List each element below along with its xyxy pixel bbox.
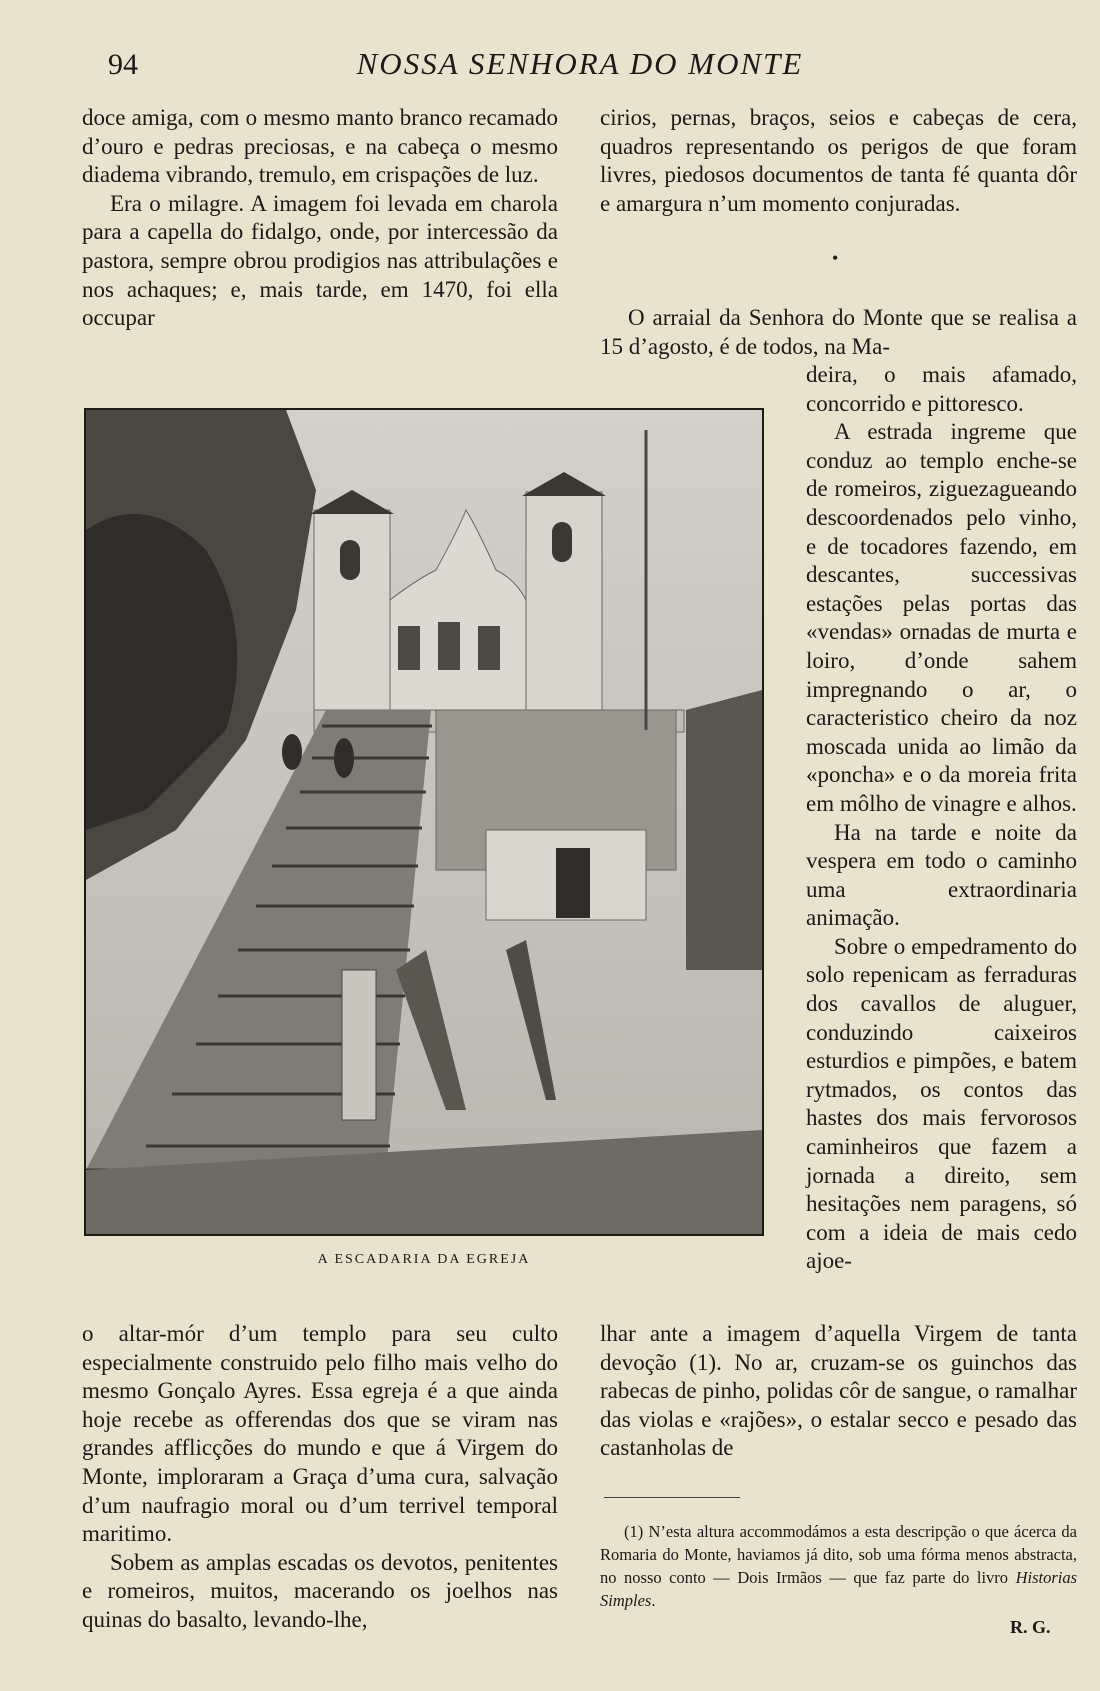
book-title: Historias Simples xyxy=(600,1568,1078,1610)
right-column-narrow xyxy=(806,361,1077,1276)
engraving-illustration xyxy=(86,410,762,1234)
paragraph: o altar-mór d’um templo para seu culto especialmente construido pelo filho mais velho do mesmo Gonçalo Ayres. Essa egreja é a que ainda hoje recebe as offerendas dos que se viram nas grandes afflicções do mundo e que á Virgem do Monte, imploraram a Graça d’uma cura, salvação d’um naufragio moral ou d’um terrivel temporal maritimo. xyxy=(82,1321,558,1547)
running-title: NOSSA SENHORA DO MONTE xyxy=(356,46,804,81)
paragraph: O arraial da Senhora do Monte que se realisa a 15 d’agosto, é de todos, na Ma- xyxy=(600,305,1077,359)
footnote-rule xyxy=(604,1497,740,1498)
footnote-marker: (1) xyxy=(624,1522,644,1541)
paragraph: lhar ante a imagem d’aquella Virgem de tanta devoção (1). No ar, cruzam-se os guinchos das rabecas de pinho, polidas côr de sangue, o ramalhar das violas e «rajões», o estalar secco e pesado das castanholas de xyxy=(600,1321,1077,1461)
right-paragraph-opening xyxy=(600,304,1077,361)
page-number: 94 xyxy=(108,48,138,81)
footnote-end: . xyxy=(651,1591,656,1610)
footnote-signature: R. G. xyxy=(1010,1617,1051,1637)
paragraph: Sobre o empedramento do solo repenicam as ferraduras dos cavallos de aluguer, conduzindo caixeiros esturdios e pimpões, e batem rytmados, os contos das hastes dos mais fervorosos caminheiros que fazem a jornada a direito, sem hesitações nem paragens, só com a ideia de mais cedo ajoe- xyxy=(806,933,1077,1274)
left-column-bottom xyxy=(82,1320,558,1635)
paragraph: A estrada ingreme que conduz ao templo enche-se de romeiros, ziguezagueando descoordenados pelo vinho, e de tocadores fazendo, em descantes, successivas estações pelas portas das «vendas» ornadas de murta e loiro, d’onde sahem impregnando o ar, o caracteristico cheiro da noz moscada unida ao limão da «poncha» e o da moreia frita em môlho de vinagre e alhos. xyxy=(806,419,1077,816)
paragraph: Sobem as amplas escadas os devotos, penitentes e romeiros, muitos, macerando os joelhos nas quinas do basalto, levando-lhe, xyxy=(82,1549,558,1632)
photo-caption: A ESCADARIA DA EGREJA xyxy=(317,1252,531,1267)
section-separator: • xyxy=(832,248,839,268)
footnote-text: N’esta altura accommodámos a esta descripção o que ácerca da Romaria do Monte, haviamos já dito, sob uma fórma menos abstracta, no nosso conto — Dois Irmãos — que faz parte do livro xyxy=(600,1522,1077,1587)
paragraph: Era o milagre. A imagem foi levada em charola para a capella do fidalgo, onde, por intercessão da pastora, sempre obrou prodigios nas attribulações e nos achaques; e, mais tarde, em 1470, foi ella occupar xyxy=(82,190,558,331)
paragraph: cirios, pernas, braços, seios e cabeças de cera, quadros representando os perigos de que foram livres, piedosos documentos de tanta fé quanta dôr e amargura n’um momento conjuradas. xyxy=(600,105,1077,216)
left-column-top xyxy=(82,104,558,333)
paragraph: deira, o mais afamado, concorrido e pittoresco. xyxy=(806,362,1077,416)
paragraph: doce amiga, com o mesmo manto branco recamado d’ouro e pedras preciosas, e na cabeça o mesmo diadema vibrando, tremulo, em crispações de luz. xyxy=(82,105,558,188)
right-column-top xyxy=(600,104,1077,218)
church-staircase-photo xyxy=(84,408,764,1236)
footnote xyxy=(600,1520,1077,1612)
paragraph: Ha na tarde e noite da vespera em todo o caminho uma extraordinaria animação. xyxy=(806,819,1077,931)
right-column-bottom xyxy=(600,1320,1077,1463)
